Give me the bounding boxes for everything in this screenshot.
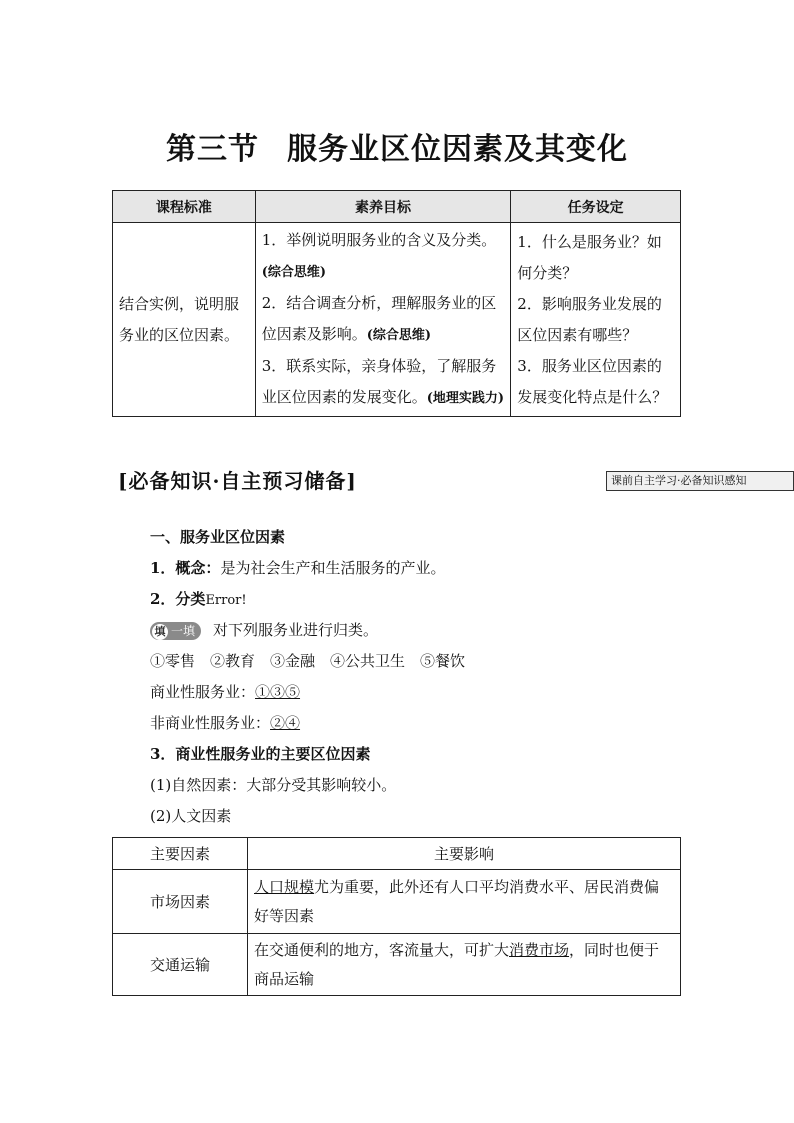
- goal-note: (综合思维): [261, 265, 327, 280]
- header-main-factor: 主要因素: [113, 838, 248, 870]
- standards-header-row: [113, 191, 681, 223]
- header-task-setting: 任务设定: [511, 191, 681, 223]
- fill-badge-icon: 填 一填: [150, 622, 201, 640]
- noncommercial-line: [150, 713, 300, 733]
- goal-note: (综合思维): [366, 328, 432, 343]
- standards-table: [112, 190, 681, 417]
- header-main-influence: 主要影响: [248, 838, 681, 870]
- factor-header-row: [113, 838, 681, 870]
- factor-table: [112, 837, 681, 996]
- human-factors-line: (2)人文因素: [150, 807, 232, 825]
- items-line: ①零售 ②教育 ③金融 ④公共卫生 ⑤餐饮: [150, 652, 466, 670]
- natural-factors-line: (1)自然因素：大部分受其影响较小。: [150, 776, 397, 794]
- table-row: [113, 934, 681, 996]
- title-section-number: 第三节: [166, 132, 259, 167]
- classify-error: Error!: [205, 593, 247, 608]
- factor-influence: 在交通便利的地方，客流量大，可扩大消费市场，同时也便于商品运输: [248, 934, 681, 996]
- factor-name: 市场因素: [113, 870, 248, 934]
- fill-line: [150, 620, 378, 640]
- commercial-label: 商业性服务业：: [150, 683, 256, 701]
- concept-label: 1．概念：: [150, 559, 221, 577]
- section-tag: 课前自主学习·必备知识感知: [606, 471, 794, 491]
- noncommercial-label: 非商业性服务业：: [150, 714, 271, 732]
- heading-commercial-factors: 3．商业性服务业的主要区位因素: [150, 745, 371, 763]
- goal-item: 1．举例说明服务业的含义及分类。: [261, 231, 497, 249]
- noncommercial-answer: ②④: [270, 714, 301, 732]
- classify-label: 2．分类: [150, 590, 206, 608]
- classify-line: [150, 589, 247, 611]
- task-item: 3．服务业区位因素的发展变化特点是什么？: [517, 356, 668, 406]
- course-standard-cell: 结合实例，说明服务业的区位因素。: [113, 223, 256, 417]
- task-item: 2．影响服务业发展的区位因素有哪些？: [517, 294, 662, 344]
- page-title: [0, 124, 794, 168]
- task-setting-cell: [511, 223, 681, 417]
- task-item: 1．什么是服务业？如何分类？: [517, 232, 662, 282]
- title-text: 服务业区位因素及其变化: [287, 132, 628, 167]
- literacy-goals-cell: [255, 223, 511, 417]
- header-literacy-goals: 素养目标: [255, 191, 511, 223]
- fill-prompt: 对下列服务业进行归类。: [213, 621, 379, 639]
- commercial-line: [150, 682, 300, 702]
- commercial-answer: ①③⑤: [255, 683, 301, 701]
- factor-influence: 人口规模尤为重要，此外还有人口平均消费水平、居民消费偏好等因素: [248, 870, 681, 934]
- section-heading: [必备知识·自主预习储备]: [118, 469, 357, 493]
- table-row: [113, 870, 681, 934]
- standards-body-row: [113, 223, 681, 417]
- goal-item: 3．联系实际，亲身体验，了解服务业区位因素的发展变化。: [261, 357, 497, 406]
- heading-location-factors: 一、服务业区位因素: [150, 528, 286, 546]
- concept-text: 是为社会生产和生活服务的产业。: [220, 559, 446, 577]
- concept-line: [150, 558, 445, 578]
- goal-item: 2．结合调查分析，理解服务业的区位因素及影响。: [261, 294, 497, 343]
- header-course-standard: 课程标准: [113, 191, 256, 223]
- goal-note: (地理实践力): [426, 391, 505, 406]
- factor-name: 交通运输: [113, 934, 248, 996]
